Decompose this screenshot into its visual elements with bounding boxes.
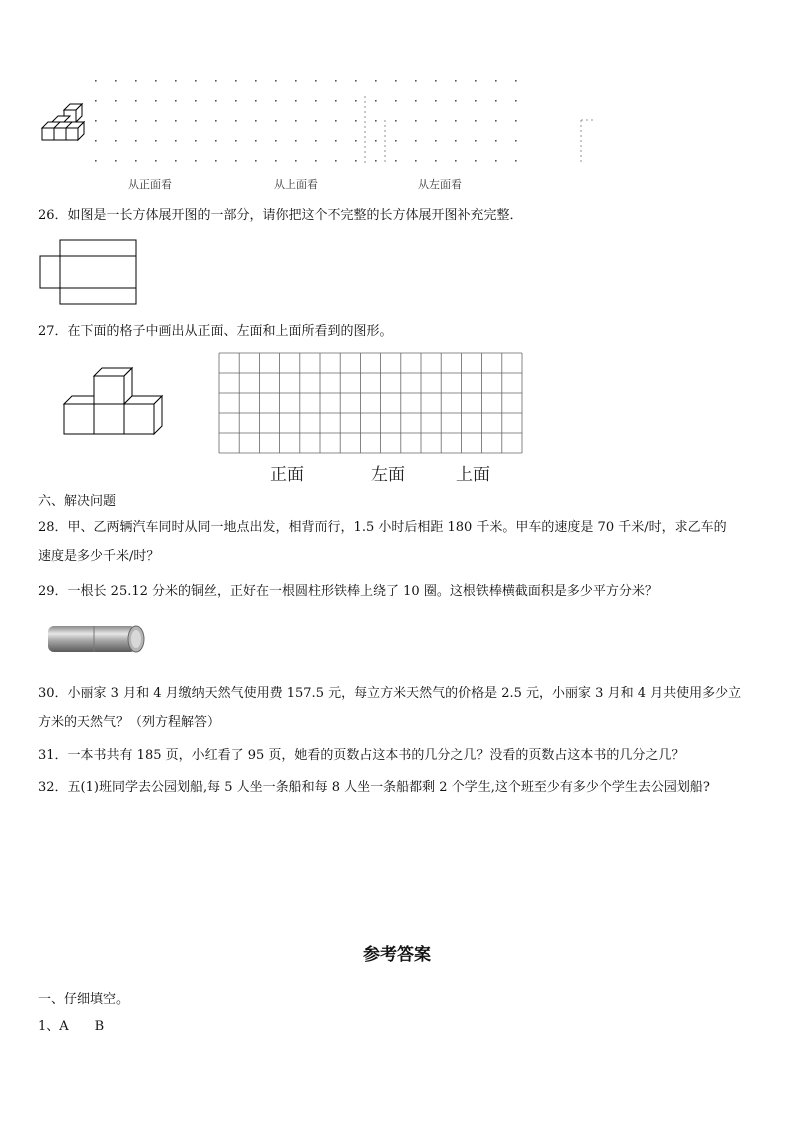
q25-dot-grid [95, 80, 525, 168]
q28-question-line2: 速度是多少千米/时？ [38, 549, 160, 564]
q26-question: 26．如图是一长方体展开图的一部分，请你把这个不完整的长方体展开图补充完整． [38, 208, 523, 223]
q27-square-grid [219, 353, 525, 455]
answer-1 [38, 1017, 104, 1037]
q27-question: 27．在下面的格子中画出从正面、左面和上面所看到的图形。 [38, 324, 393, 339]
q27-label-front: 正面 [270, 465, 304, 485]
q27-label-top: 上面 [456, 465, 490, 485]
q30-question-line2: 方米的天然气？（列方程解答） [38, 715, 221, 730]
q25-label-left: 从左面看 [418, 178, 462, 191]
q31-question: 31．一本书共有 185 页，小红看了 95 页，她看的页数占这本书的几分之几？没看的页数占这本书的几分之几？ [38, 748, 685, 763]
q25-label-top: 从上面看 [274, 178, 318, 191]
answers-section-1: 一、仔细填空。 [38, 992, 130, 1007]
q26-net-figure [40, 240, 140, 306]
q32-question: 32．五(1)班同学去公园划船,每 5 人坐一条船和每 8 人坐一条船都剩 2 个学生,这个班至少有多少个学生去公园划船? [38, 780, 710, 795]
answer-1-number: 1、 [38, 1019, 60, 1034]
q29-iron-rod-picture [44, 620, 148, 658]
q25-label-front: 从正面看 [128, 178, 172, 191]
answer-1-option-a: A [59, 1019, 69, 1034]
q30-question-line1: 30．小丽家 3 月和 4 月缴纳天然气使用费 157.5 元，每立方米天然气的价格是 2.5 元，小丽家 3 月和 4 月共使用多少立 [38, 686, 742, 701]
q29-question: 29．一根长 25.12 分米的铜丝，正好在一根圆柱形铁棒上绕了 10 圈。这根铁棒横截面积是多少平方分米？ [38, 584, 658, 599]
answer-1-option-b: B [94, 1019, 105, 1034]
q27-solid-figure [64, 368, 164, 436]
q27-label-left: 左面 [371, 465, 405, 485]
q28-question-line1: 28．甲、乙两辆汽车同时从同一地点出发，相背而行，1.5 小时后相距 180 千米。甲车的速度是 70 千米/时，求乙车的 [38, 520, 727, 535]
q25-cube-figure [40, 100, 90, 140]
section-6-heading: 六、解决问题 [38, 494, 117, 509]
answers-title: 参考答案 [363, 945, 431, 965]
